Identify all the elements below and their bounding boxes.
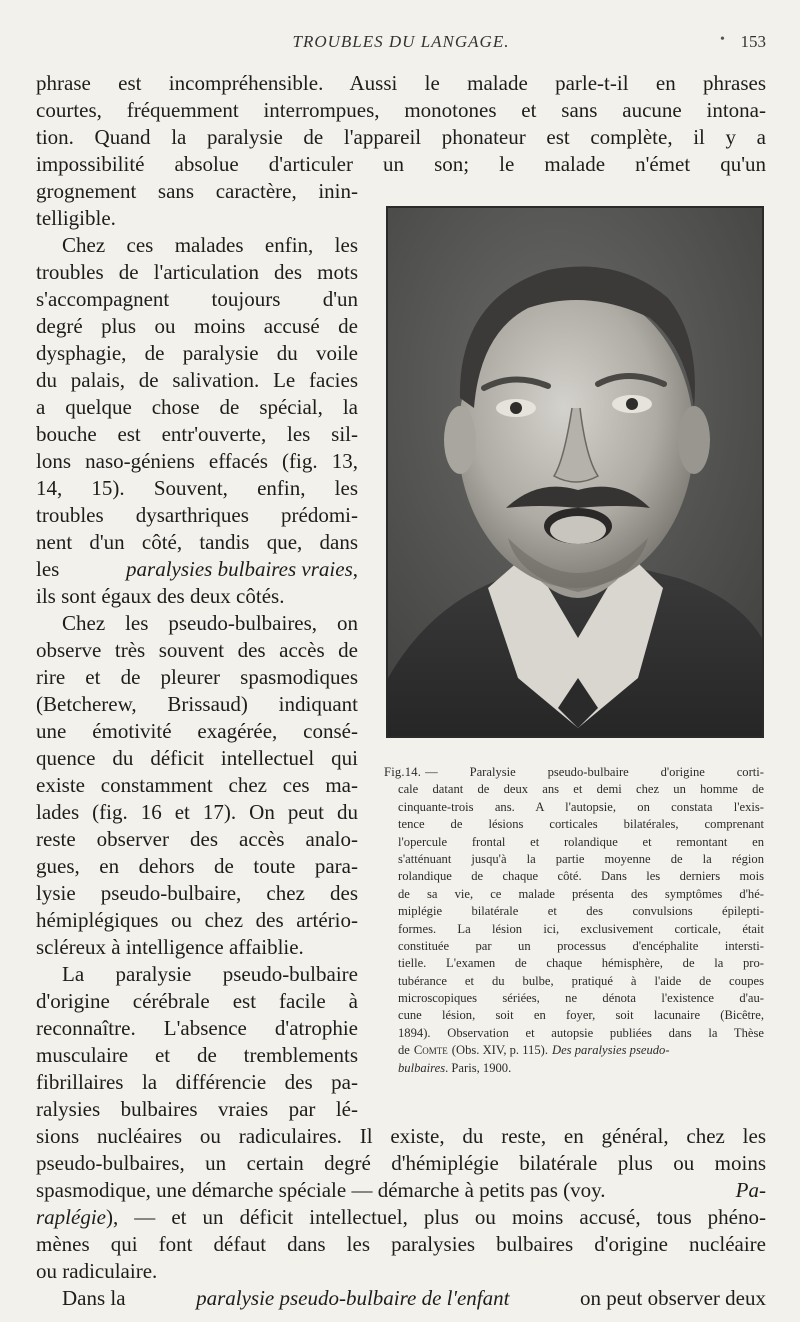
text-line: pseudo-bulbaires, un certain degré d'hémiplégie bilatérale plus ou moins bbox=[36, 1151, 766, 1175]
text-line: hémiplégiques ou chez des artério- bbox=[36, 908, 358, 932]
caption-line: cale datant de deux ans et demi chez un homme de bbox=[398, 782, 764, 797]
caption-line: l'opercule frontal et rolandique et remontant en bbox=[398, 834, 764, 849]
caption-text: de bbox=[398, 1043, 410, 1058]
italic-term: paralysie pseudo-bulbaire de l'enfant bbox=[196, 1286, 510, 1310]
caption-line: s'atténuant jusqu'à la partie moyenne de la région bbox=[398, 851, 764, 866]
text-line: Chez les pseudo-bulbaires, on bbox=[62, 611, 358, 635]
text-line: rire et de pleurer spasmodiques bbox=[36, 665, 358, 689]
text-line: troubles dysarthriques prédomi- bbox=[36, 503, 358, 527]
text-line bbox=[36, 1285, 766, 1312]
text-line: observe très souvent des accès de bbox=[36, 638, 358, 662]
text-line: ralysies bulbaires vraies par lé- bbox=[36, 1097, 358, 1121]
author-name: Comte bbox=[413, 1043, 448, 1058]
text-line: musculaire et de tremblements bbox=[36, 1043, 358, 1067]
text-line: gues, en dehors de toute para- bbox=[36, 854, 358, 878]
text-line: scléreux à intelligence affaiblie. bbox=[36, 935, 304, 959]
portrait-photo bbox=[388, 208, 762, 736]
caption-text: (Obs. XIV, p. 115). bbox=[451, 1043, 548, 1058]
text-line: s'accompagnent toujours d'un bbox=[36, 287, 358, 311]
italic-term: paralysies bulbaires vraies bbox=[126, 557, 353, 581]
text-line: existe constamment chez ces ma- bbox=[36, 773, 358, 797]
text-line: mènes qui font défaut dans les paralysies bulbaires d'origine nucléaire bbox=[36, 1232, 766, 1256]
caption-text: . Paris, 1900. bbox=[445, 1060, 512, 1075]
text-line: courtes, fréquemment interrompues, monotones et sans aucune intona- bbox=[36, 98, 766, 122]
caption-line: rolandique de chaque côté. Dans les derniers mois bbox=[398, 869, 764, 884]
text-line: 14, 15). Souvent, enfin, les bbox=[36, 476, 358, 500]
text-line: (Betcherew, Brissaud) indiquant bbox=[36, 692, 358, 716]
text-line: La paralysie pseudo-bulbaire bbox=[62, 962, 358, 986]
caption-line: tielle. L'examen de chaque hémisphère, de la pro- bbox=[398, 956, 764, 971]
italic-term: raplégie bbox=[36, 1205, 106, 1229]
caption-line: constituée par un processus d'encéphalite intersti- bbox=[398, 938, 764, 953]
text-run: on peut observer deux bbox=[579, 1286, 766, 1310]
text-run: Dans la bbox=[62, 1286, 126, 1310]
text-line: une émotivité exagérée, consé- bbox=[36, 719, 358, 743]
text-line: a quelque chose de spécial, la bbox=[36, 395, 358, 419]
italic-title: bulbaires bbox=[398, 1060, 446, 1075]
text-line: degré plus ou moins accusé de bbox=[36, 314, 358, 338]
caption-line: cinquante-trois ans. A l'autopsie, on constata l'exis- bbox=[398, 799, 764, 814]
figure-caption bbox=[384, 764, 764, 1077]
caption-line: de sa vie, ce malade présenta des symptômes d'hé- bbox=[398, 886, 764, 901]
caption-line: cune lésion, soit en foyer, soit lacunaire (Bicêtre, bbox=[398, 1008, 764, 1023]
caption-line: tubérance et du bulbe, pratiqué à l'aide de coupes bbox=[398, 973, 764, 988]
text-line: nent d'un côté, tandis que, dans bbox=[36, 530, 358, 554]
running-head-dot: • bbox=[720, 32, 725, 47]
text-line: lysie pseudo-bulbaire, chez des bbox=[36, 881, 358, 905]
text-line: ils sont égaux des deux côtés. bbox=[36, 584, 285, 608]
text-run: ), — et un déficit intellectuel, plus ou moins accusé, tous phéno- bbox=[105, 1205, 766, 1229]
italic-term: Pa- bbox=[735, 1178, 766, 1202]
figure-photo bbox=[386, 206, 764, 738]
text-line: bouche est entr'ouverte, les sil- bbox=[36, 422, 358, 446]
text-line: troubles de l'articulation des mots bbox=[36, 260, 358, 284]
text-line: reconnaître. L'absence d'atrophie bbox=[36, 1016, 358, 1040]
text-line bbox=[36, 1204, 766, 1231]
text-line: lons naso-géniens effacés (fig. 13, bbox=[36, 449, 358, 473]
text-run: les bbox=[36, 557, 60, 581]
caption-line: microscopiques sériées, ne dénota l'existence d'au- bbox=[398, 991, 764, 1006]
text-line: du palais, de salivation. Le facies bbox=[36, 368, 358, 392]
text-line: impossibilité absolue d'articuler un son; le malade n'émet qu'un bbox=[36, 152, 766, 176]
text-line: lades (fig. 16 et 17). On peut du bbox=[36, 800, 358, 824]
text-line bbox=[36, 556, 358, 583]
text-line: telligible. bbox=[36, 206, 116, 230]
text-line: reste observer des accès analo- bbox=[36, 827, 358, 851]
caption-line: miplégie bilatérale et des convulsions épilepti- bbox=[398, 904, 764, 919]
caption-line: formes. La lésion ici, exclusivement corticale, était bbox=[398, 921, 764, 936]
text-line: dysphagie, de paralysie du voile bbox=[36, 341, 358, 365]
caption-text: — Paralysie pseudo-bulbaire d'origine corti- bbox=[425, 765, 764, 779]
text-line: sions nucléaires ou radiculaires. Il existe, du reste, en général, chez les bbox=[36, 1124, 766, 1148]
caption-line bbox=[384, 1060, 764, 1077]
caption-line bbox=[384, 1042, 764, 1059]
text-line: d'origine cérébrale est facile à bbox=[36, 989, 358, 1013]
running-head bbox=[36, 32, 766, 56]
text-line: phrase est incompréhensible. Aussi le malade parle-t-il en phrases bbox=[36, 71, 766, 95]
text-run bbox=[126, 556, 358, 583]
text-line: Chez ces malades enfin, les bbox=[62, 233, 358, 257]
text-run: spasmodique, une démarche spéciale — démarche à petits pas (voy. bbox=[36, 1178, 606, 1202]
page-number: 153 bbox=[740, 32, 766, 51]
text-line: tion. Quand la paralysie de l'appareil phonateur est complète, il y a bbox=[36, 125, 766, 149]
caption-line: 1894). Observation et autopsie publiées dans la Thèse bbox=[398, 1025, 764, 1040]
caption-line: tence de lésions corticales bilatérales, comprenant bbox=[398, 817, 764, 832]
text-line: fibrillaires la différencie des pa- bbox=[36, 1070, 358, 1094]
caption-line bbox=[384, 764, 764, 781]
figure-label: Fig.14. bbox=[384, 765, 422, 779]
text-line bbox=[36, 1177, 766, 1204]
text-line: ou radiculaire. bbox=[36, 1259, 158, 1283]
text-line: quence du déficit intellectuel qui bbox=[36, 746, 358, 770]
italic-title: Des paralysies pseudo- bbox=[552, 1043, 670, 1058]
text-run: , bbox=[352, 557, 358, 581]
running-title: TROUBLES DU LANGAGE. bbox=[292, 32, 510, 51]
text-line: grognement sans caractère, inin- bbox=[36, 179, 358, 203]
